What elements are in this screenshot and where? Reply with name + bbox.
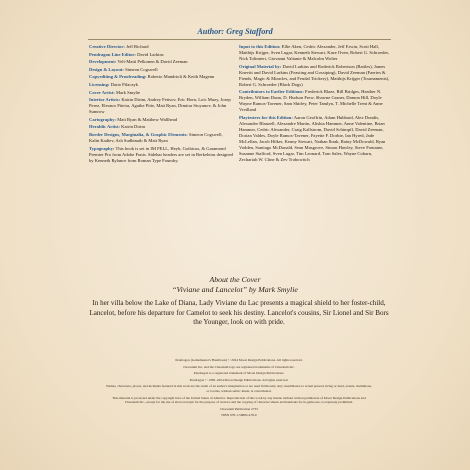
legal-notice xyxy=(106,358,372,420)
credit-entry xyxy=(89,97,233,115)
credit-entry xyxy=(89,117,233,123)
legal-line: Chaosium Publication 2733 xyxy=(220,406,258,411)
credit-label: Contributors to Earlier Editions: xyxy=(239,89,304,95)
credit-label: Cartography: xyxy=(89,116,117,122)
credit-text: Simeon Cogswell xyxy=(125,66,158,72)
credit-text: David Larkins and Roderick Robertson (Battles), James Knevitt and David Larkins (Feasting and Gossiping), David Zeeman (Faeries & Fiends, Magic & Miracles, and Feudal Trickery), Matthijs Krijger (Tournaments), Robert G. Schroeder (Black Dogs) xyxy=(239,63,390,87)
legal-line: Pendragon © 1985–2024 Moon Design Publications. All rights reserved. xyxy=(189,377,289,382)
credit-label: Cover Artist: xyxy=(89,89,115,95)
credit-text: Katrin Dirim xyxy=(121,124,146,130)
credit-entry xyxy=(89,74,233,80)
credit-label: Heraldic Artist: xyxy=(89,124,120,130)
credit-entry xyxy=(89,132,233,144)
credit-entry xyxy=(89,52,233,58)
credit-entry xyxy=(239,64,391,88)
author-heading: Author: Greg Stafford xyxy=(197,27,273,36)
cover-heading: About the Cover xyxy=(209,275,261,284)
legal-line: ISBN 978-1-56882-478-0 xyxy=(221,413,257,418)
credit-text: Aaron Geoffrin, Adam Hubbard, Alex Dondis, Alexandre Blanzell, Alexandre Martin, Alishia Hammer, Anne Valentine, Brian Hammer, Cedric Alexander, Craig Kallstrom, David Schimpff, David Zeeman, Dorian Valdes, Doyle Ramos-Tavener, Fayette F. Dorbie, Ian Hyred, Jade McLellan, Jacob Hilker, Kenny Stewart, Nathan Ibrak, Rainy McDowald, Ryan Vodden, Santiago McDonald, Sean Musgrove, Simon Hawley, Steve Fontaine, Susanne Stafford, Sven Lugar, Tim Leonard, Tom Sales, Wayne Cobarn, Zechariah W. Cline & Zev Trabowitch xyxy=(239,114,386,162)
credit-text: David Larkins xyxy=(137,51,164,57)
credit-label: Pendragon Line Editor: xyxy=(89,51,136,57)
credit-text: Dario Pilaczyk xyxy=(110,81,139,87)
credit-label: Copyediting & Proofreading: xyxy=(89,74,147,80)
credit-entry xyxy=(89,59,233,65)
credit-entry xyxy=(89,146,233,164)
legal-line: Names, characters, places, and incidents featured in this work are the result of an author's imagination or are used fictitiously. Any resemblance to actual persons living or dead, events, institutions, or locales, without satiric intent, is coincidental. xyxy=(106,384,372,393)
about-the-cover xyxy=(60,275,410,294)
legal-line: Pendragon is a registered trademark of Moon Design Publications. xyxy=(193,371,285,376)
legal-line: Chaosium Inc. and the Chaosium logo are registered trademarks of Chaosium Inc. xyxy=(183,364,295,369)
credit-label: Input to this Edition: xyxy=(239,44,281,49)
credit-entry xyxy=(239,115,391,163)
credits-left-column xyxy=(89,44,233,165)
credit-label: Licensing: xyxy=(89,81,110,87)
credit-label: Design & Layout: xyxy=(89,66,124,72)
credit-text: Ellie Aken, Cedric Alexander, Jeff Erwin, Scott Hall, Matthijs Krijger, Sven Lugar, Kenneth Stewart, Kaze Oven, Robert G. Schroeder, Nick Tolimieri, Giovanni Valiante & Malcolm Wolter xyxy=(239,44,389,61)
credit-entry xyxy=(89,82,233,88)
cover-title: “Viviane and Lancelot” by Mark Smylie xyxy=(172,284,298,294)
credit-label: Creative Director: xyxy=(89,44,125,49)
credit-label: Interior Artists: xyxy=(89,97,121,103)
credit-entry xyxy=(89,44,233,50)
credit-label: Development: xyxy=(89,59,117,65)
credit-text: Frederick Blaze, Bill Bridges, Heather N. Bryden, William Dunn, D. Hudson Frew, Shawne Graner, Damon Hill, Doyle Wayne Ramos-Tavener, Sam Shirley, Peter Tamlyn, T. Michelle Trent & Anne Vreilland xyxy=(239,89,383,113)
credit-entry xyxy=(239,44,391,62)
credit-text: Katrin Dirim, Andrey Fetisov, Eric Horn, Loïc Muzy, Josep Perez, Eleonor Piteira, Agathe Pitie, Matt Ryan, Dimitar Stoyanov, & John Sumrow xyxy=(89,97,231,115)
credit-label: Original Material by: xyxy=(239,63,282,69)
credit-text: This book is set in IM FELL, Heyb, Gothicus, & Garamond Premier Pro from Adobe Fonts. Sidebar headers are set in Berkeleias designed by Kenneth Rylance from Roman Type Foundry. xyxy=(89,145,233,163)
credit-label: Playtesters for this Edition: xyxy=(239,114,293,120)
credit-text: Jeff Richard xyxy=(126,44,149,49)
credit-text: Veli-Matti Pelkonen & David Zeeman xyxy=(117,59,188,65)
credit-entry xyxy=(239,89,391,113)
credit-label: Border Designs, Marginalia, & Graphic Elements: xyxy=(89,131,188,137)
credit-label: Typography: xyxy=(89,145,115,151)
credit-text: Simeon Cogswell, Kalin Kadiev, Ash Sudbinath & Matt Ryan xyxy=(89,131,223,143)
credit-text: Roberto Mandrioli & Keith Magenn xyxy=(147,74,215,80)
credit-entry xyxy=(89,67,233,73)
credits-right-column xyxy=(239,44,391,164)
credit-entry xyxy=(89,124,233,130)
legal-line: This material is protected under the copyright laws of the United States of America. Reproduction of this work by any means without written permission of Moon Design Publications and Chaosium Inc., except for the use of short excerpts for the purpose of reviews and the copying of character sheets and handouts for in-game use, is expressly prohibited. xyxy=(112,395,366,405)
credit-text: Mark Smylie xyxy=(115,89,141,95)
cover-description: In her villa below the Lake of Diana, Lady Viviane du Lac presents a magical shield to her foster-child, Lancelot, before his departure for Camelot to seek his destiny. Lancelot's cousins, Sir Lionel and Sir Bors the Younger, look on with pride. xyxy=(89,299,389,326)
credit-text: Matt Ryan & Matthew Wallhead xyxy=(117,116,178,122)
legal-line: Pendragon (Gamemaster's Handbook) © 2024 Moon Design Publications. All rights reserved. xyxy=(175,358,303,362)
divider xyxy=(88,39,391,40)
credit-entry xyxy=(89,90,233,96)
